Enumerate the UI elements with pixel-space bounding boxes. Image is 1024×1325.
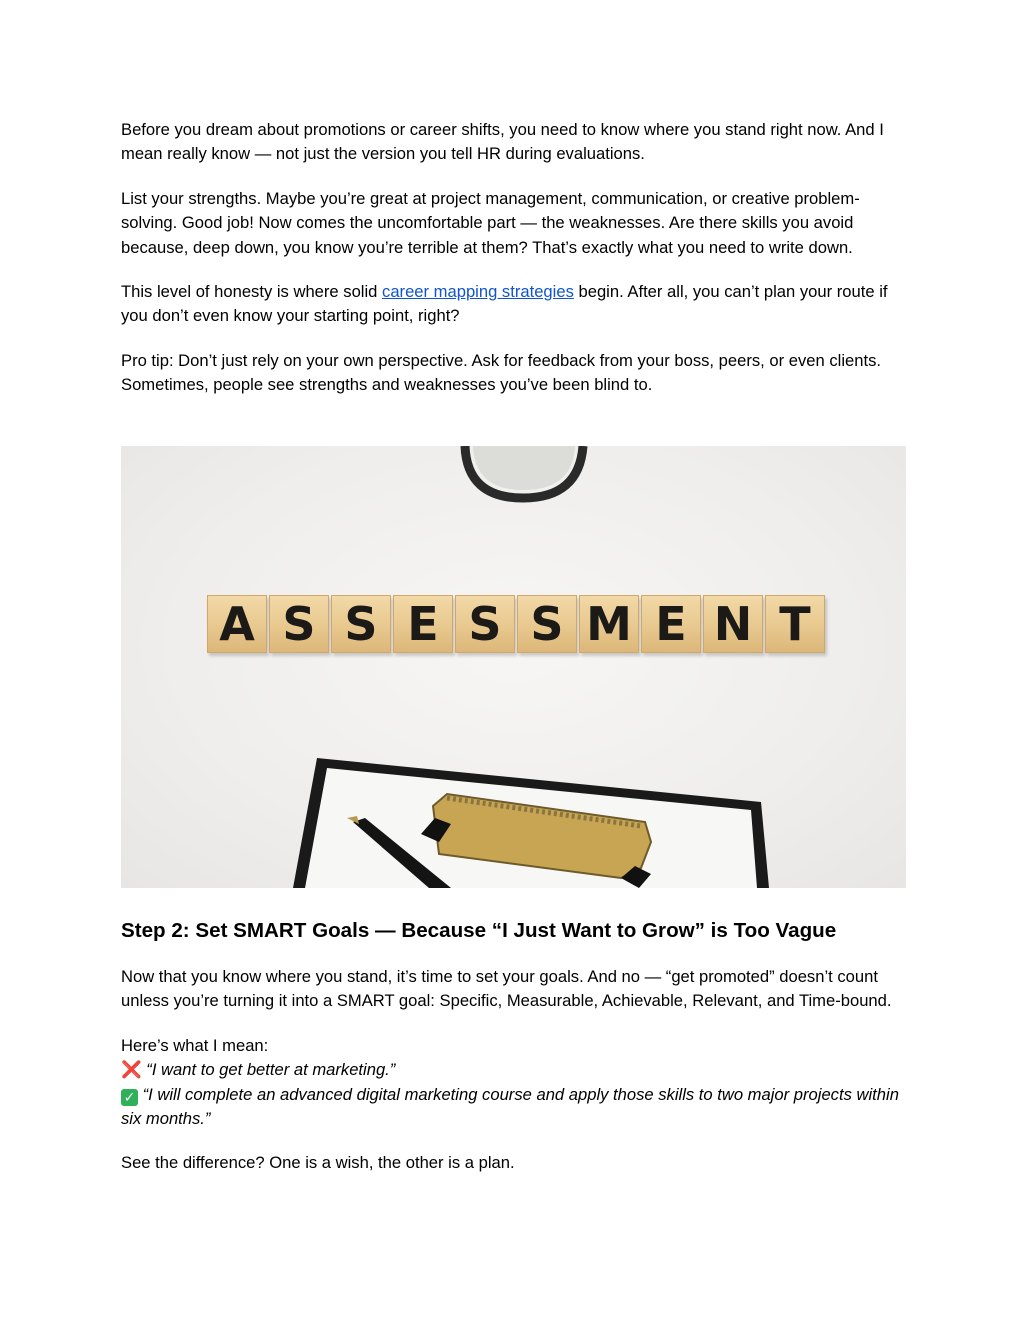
good-example: “I will complete an advanced digital marketing course and apply those skills to two major projects within six months.” (121, 1084, 899, 1129)
paragraph-honesty (121, 280, 907, 329)
paragraph-pro-tip: Pro tip: Don’t just rely on your own perspective. Ask for feedback from your boss, peers, or even clients. Sometimes, people see strengths and weaknesses you’ve been blind to. (121, 350, 881, 395)
letter-tile: E (641, 595, 701, 653)
letter-tile: T (765, 595, 825, 653)
paragraph-honesty-start: This level of honesty is where solid (121, 282, 383, 302)
letter-tile: S (269, 595, 329, 653)
photo-objects (121, 446, 906, 888)
document-page (121, 118, 907, 1173)
career-mapping-link[interactable]: career mapping strategies (382, 282, 574, 302)
letter-tile: N (703, 595, 763, 653)
letter-tile: S (331, 595, 391, 653)
paragraph-honesty-end: begin. After all, you can’t plan your route if you don’t even know your starting point, right? (121, 282, 888, 326)
bad-example: “I want to get better at marketing.” (146, 1060, 396, 1080)
paragraph-intro: Before you dream about promotions or career shifts, you need to know where you stand right now. And I mean really know — not just the version you tell HR during evaluations. (121, 120, 884, 164)
paragraph-difference: See the difference? One is a wish, the other is a plan. (121, 1153, 515, 1173)
examples-intro: Here’s what I mean: (121, 1035, 269, 1055)
paragraph-strengths: List your strengths. Maybe you’re great at project management, communication, or creative problem-solving. Good job! Now comes the uncomfortable part — the weaknesses. Are there skills you avoid because, deep down, you know you’re terrible at them? That’s exactly what you need to write down. (121, 188, 860, 257)
letter-tiles (207, 595, 827, 653)
letter-tile: A (207, 595, 267, 653)
letter-tile: S (517, 595, 577, 653)
paragraph-smart-goals: Now that you know where you stand, it’s time to set your goals. And no — “get promoted” doesn’t count unless you’re turning it into a SMART goal: Specific, Measurable, Achievable, Relevant, and Time-bound. (121, 967, 892, 1011)
assessment-photo (121, 446, 906, 888)
letter-tile: S (455, 595, 515, 653)
cross-mark-icon: ❌ (121, 1060, 142, 1080)
letter-tile: M (579, 595, 639, 653)
step-2-body (121, 965, 907, 1176)
check-mark-icon: ✓ (121, 1089, 138, 1106)
section-heading-step-2: Step 2: Set SMART Goals — Because “I Just Want to Grow” is Too Vague (121, 919, 837, 942)
letter-tile: E (393, 595, 453, 653)
magnifier-lens (473, 446, 575, 490)
examples-block (121, 1034, 907, 1132)
